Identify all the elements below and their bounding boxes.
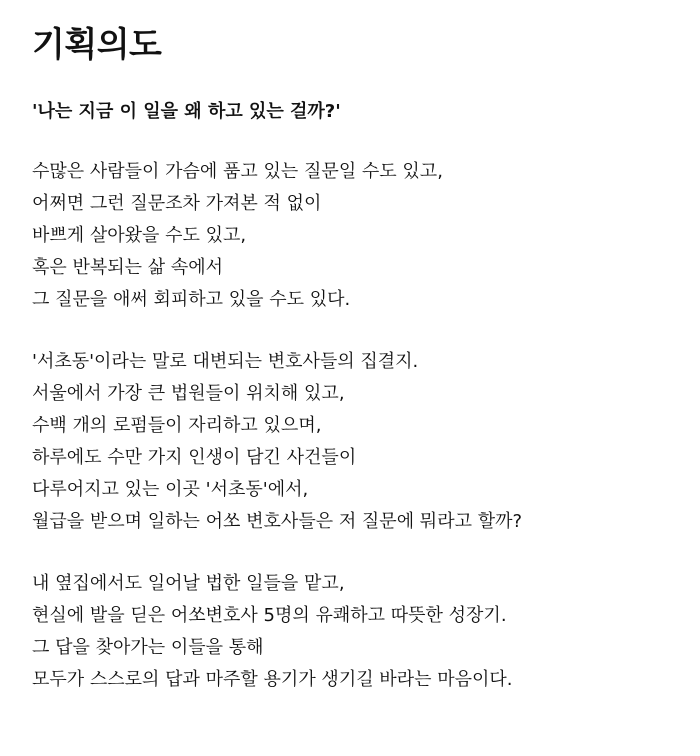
paragraph-line: 하루에도 수만 가지 인생이 담긴 사건들이: [32, 447, 357, 468]
paragraph-line: 그 질문을 애써 회피하고 있을 수도 있다.: [32, 289, 351, 310]
paragraph-line: 수백 개의 로펌들이 자리하고 있으며,: [32, 415, 322, 436]
paragraph-line: 모두가 스스로의 답과 마주할 용기가 생기길 바라는 마음이다.: [32, 669, 513, 690]
paragraph-line: 서울에서 가장 큰 법원들이 위치해 있고,: [32, 383, 345, 404]
paragraph-3: [32, 568, 670, 696]
paragraph-line: 수많은 사람들이 가슴에 품고 있는 질문일 수도 있고,: [32, 161, 443, 182]
paragraph-line: 바쁘게 살아왔을 수도 있고,: [32, 225, 247, 246]
paragraph-line: 내 옆집에서도 일어날 법한 일들을 맡고,: [32, 573, 345, 594]
paragraph-2: [32, 346, 670, 538]
paragraph-line: 혹은 반복되는 삶 속에서: [32, 257, 224, 278]
paragraph-line: '서초동'이라는 말로 대변되는 변호사들의 집결지.: [32, 351, 419, 372]
page-title: 기획의도: [32, 25, 162, 65]
subtitle-question: '나는 지금 이 일을 왜 하고 있는 걸까?': [32, 101, 341, 122]
paragraph-line: 그 답을 찾아가는 이들을 통해: [32, 637, 264, 658]
paragraph-line: 현실에 발을 딛은 어쏘변호사 5명의 유쾌하고 따뜻한 성장기.: [32, 605, 507, 626]
paragraph-1: [32, 156, 670, 316]
paragraph-line: 어쩌면 그런 질문조차 가져본 적 없이: [32, 193, 322, 214]
paragraph-line: 다루어지고 있는 이곳 '서초동'에서,: [32, 479, 309, 500]
paragraph-line: 월급을 받으며 일하는 어쏘 변호사들은 저 질문에 뭐라고 할까?: [32, 511, 523, 532]
